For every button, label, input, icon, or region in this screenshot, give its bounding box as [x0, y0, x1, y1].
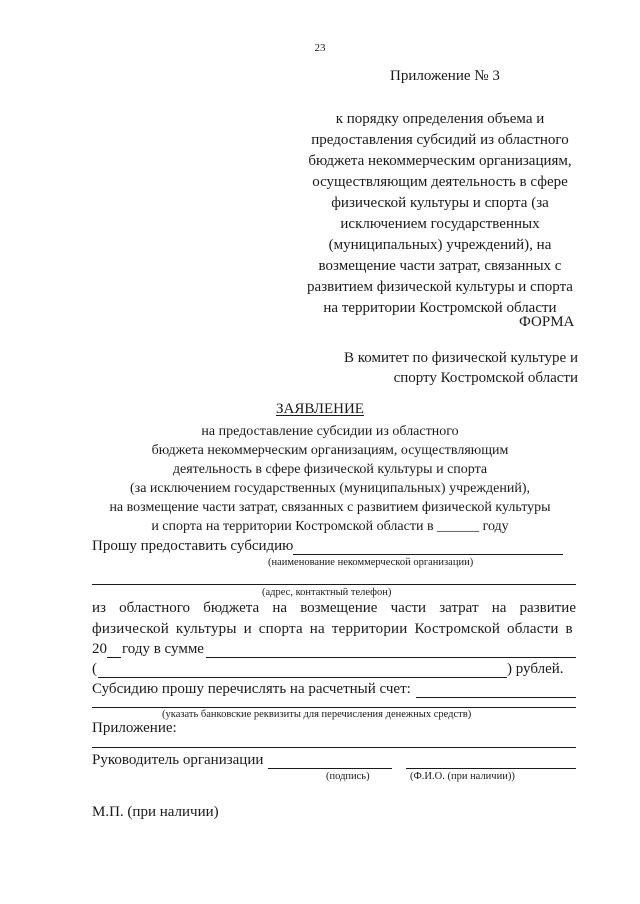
appendix-line: возмещение части затрат, связанных с [318, 258, 562, 274]
signature-hint: (подпись) [326, 771, 370, 782]
document-title-text: ЗАЯВЛЕНИЕ [276, 401, 364, 417]
budget-word: возмещение [300, 600, 378, 616]
fio-hint: (Ф.И.О. (при наличии)) [410, 771, 515, 782]
subtitle-line: деятельность в сфере физической культуры и спорта [172, 462, 488, 477]
budget-word: на [272, 600, 288, 616]
stamp-label: М.П. (при наличии) [92, 804, 219, 820]
addressee [330, 348, 578, 388]
org-name-hint: (наименование некоммерческой организации) [268, 557, 474, 568]
appendix-line: исключением государственных [340, 216, 540, 232]
territory-line: физической культуры и спорта на территории Костромской области в [92, 621, 573, 637]
attachment-field[interactable] [92, 733, 576, 748]
attachment-label: Приложение: [92, 720, 177, 736]
budget-word: областного [119, 600, 191, 616]
document-subtitle [60, 422, 600, 536]
account-label: Субсидию прошу перечислять на расчетный счет: [92, 681, 411, 697]
year-prefix: 20 [92, 641, 107, 657]
request-label: Прошу предоставить субсидию [92, 538, 294, 554]
addressee-line: В комитет по физической культуре и [343, 350, 578, 366]
address-hint: (адрес, контактный телефон) [262, 587, 392, 598]
budget-word: из [92, 600, 106, 616]
subtitle-line: (за исключением государственных (муниципальных) учреждений), [130, 481, 530, 496]
appendix-number: Приложение № 3 [390, 68, 500, 84]
address-field[interactable] [92, 568, 576, 585]
page-number: 23 [314, 42, 326, 54]
appendix-line: к порядку определения объема и [335, 111, 545, 127]
appendix-description [290, 109, 590, 319]
head-label: Руководитель организации [92, 752, 264, 768]
budget-word: затрат [439, 600, 479, 616]
subtitle-line: на предоставление субсидии из областного [201, 424, 459, 439]
appendix-line: развитием физической культуры и спорта [307, 279, 573, 295]
subtitle-line: бюджета некоммерческим организациям, осуществляющим [151, 443, 509, 458]
subtitle-line: и спорта на территории Костромской области в ______ году [151, 519, 509, 534]
budget-line [92, 600, 576, 617]
appendix-line: предоставления субсидий из областного [311, 132, 569, 148]
addressee-line: спорту Костромской области [393, 370, 578, 386]
year-field[interactable] [107, 641, 121, 658]
appendix-line: на территории Костромской области [323, 300, 557, 316]
appendix-line: бюджета некоммерческим организациям, [308, 153, 572, 169]
document-title [0, 401, 640, 418]
budget-word: бюджета [203, 600, 260, 616]
sum-field[interactable] [206, 641, 576, 658]
appendix-line: физической культуры и спорта (за [331, 195, 549, 211]
year-suffix: году в сумме [122, 641, 204, 657]
bank-details-field[interactable] [92, 693, 576, 708]
fio-field[interactable] [406, 752, 576, 769]
appendix-line: осуществляющим деятельность в сфере [312, 174, 568, 190]
rubles-label: ) рублей. [507, 661, 564, 677]
appendix-line: (муниципальных) учреждений), на [328, 237, 552, 253]
bank-hint: (указать банковские реквизиты для перечисления денежных средств) [162, 709, 472, 720]
org-name-field[interactable] [293, 538, 563, 555]
budget-word: части [390, 600, 427, 616]
form-label: ФОРМА [519, 314, 575, 330]
signature-field[interactable] [268, 752, 392, 769]
open-paren: ( [92, 661, 97, 677]
subtitle-line: на возмещение части затрат, связанных с развитием физической культуры [109, 500, 551, 515]
budget-word: развитие [519, 600, 576, 616]
sum-words-field[interactable] [98, 661, 507, 678]
budget-word: на [491, 600, 507, 616]
